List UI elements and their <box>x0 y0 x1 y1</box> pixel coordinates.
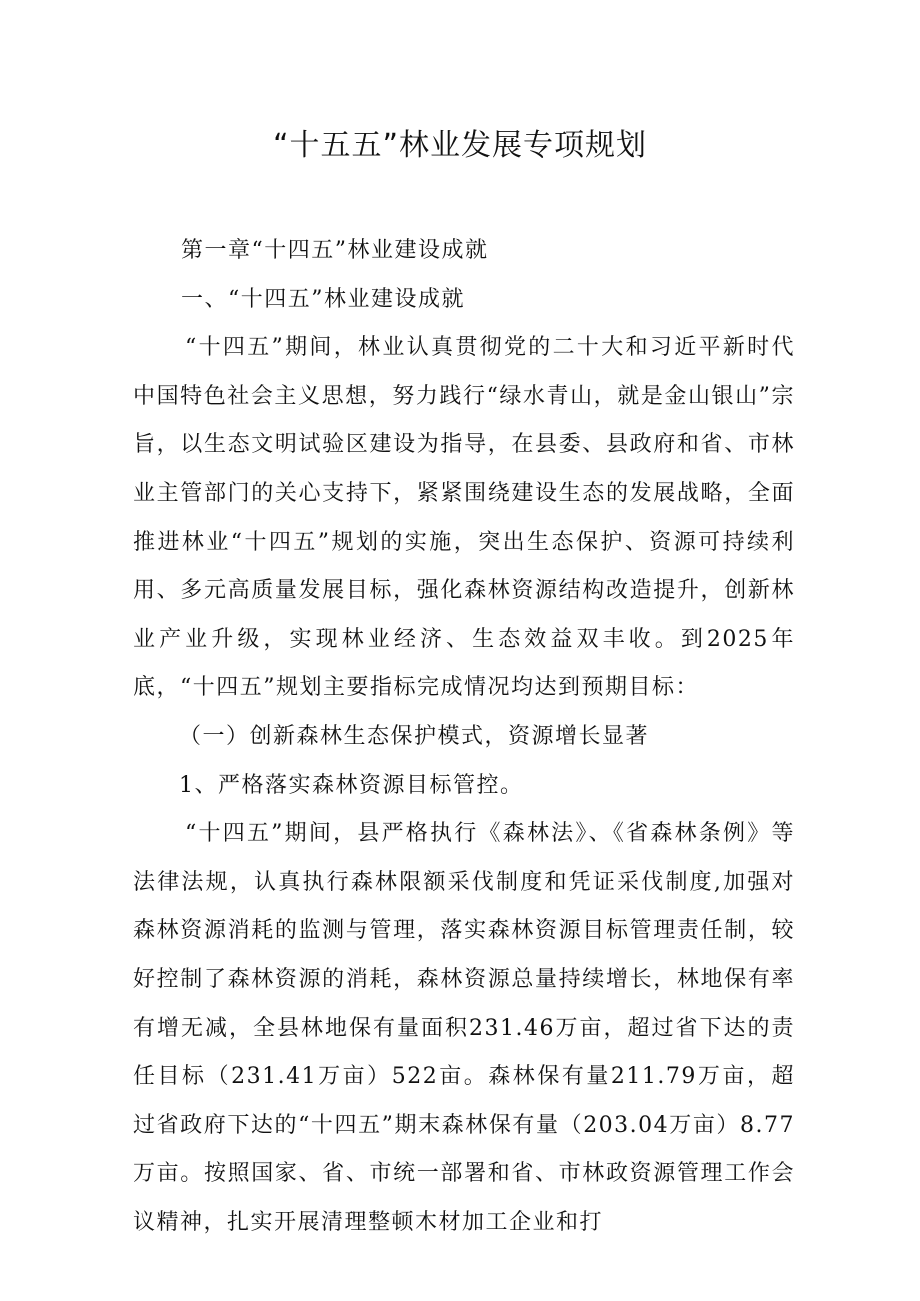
document-body <box>133 227 795 1247</box>
section-heading: 一、“十四五”林业建设成就 <box>181 286 465 312</box>
paragraph-intro: “十四五”期间，林业认真贯彻党的二十大和习近平新时代中国特色社会主义思想，努力践行“绿水青山，就是金山银山”宗旨，以生态文明试验区建设为指导，在县委、县政府和省、市林业主管部门的关心支持下，紧紧围绕建设生态的发展战略，全面推进林业“十四五”规划的实施，突出生态保护、资源可持续利用、多元高质量发展目标，强化森林资源结构改造提升，创新林业产业升级，实现林业经济、生态效益双丰收。到2025年底，“十四五”规划主要指标完成情况均达到预期目标： <box>133 335 795 701</box>
paragraph-resources: “十四五”期间，县严格执行《森林法》、《省森林条例》等法律法规，认真执行森林限额采伐制度和凭证采伐制度,加强对森林资源消耗的监测与管理，落实森林资源目标管理责任制，较好控制了森林资源的消耗，森林资源总量持续增长，林地保有率有增无减，全县林地保有量面积231.46万亩，超过省下达的责任目标（231.41万亩）522亩。森林保有量211.79万亩，超过省政府下达的“十四五”期末森林保有量（203.04万亩）8.77万亩。按照国家、省、市统一部署和省、市林政资源管理工作会议精神，扎实开展清理整顿木材加工企业和打 <box>133 821 795 1235</box>
chapter-heading: 第一章“十四五”林业建设成就 <box>181 238 489 263</box>
subsection-heading: （一）创新森林生态保护模式，资源增长显著 <box>179 723 650 749</box>
document-title: “十五五”林业发展专项规划 <box>272 128 648 163</box>
item-heading: 1、严格落实森林资源目标管控。 <box>179 772 524 798</box>
